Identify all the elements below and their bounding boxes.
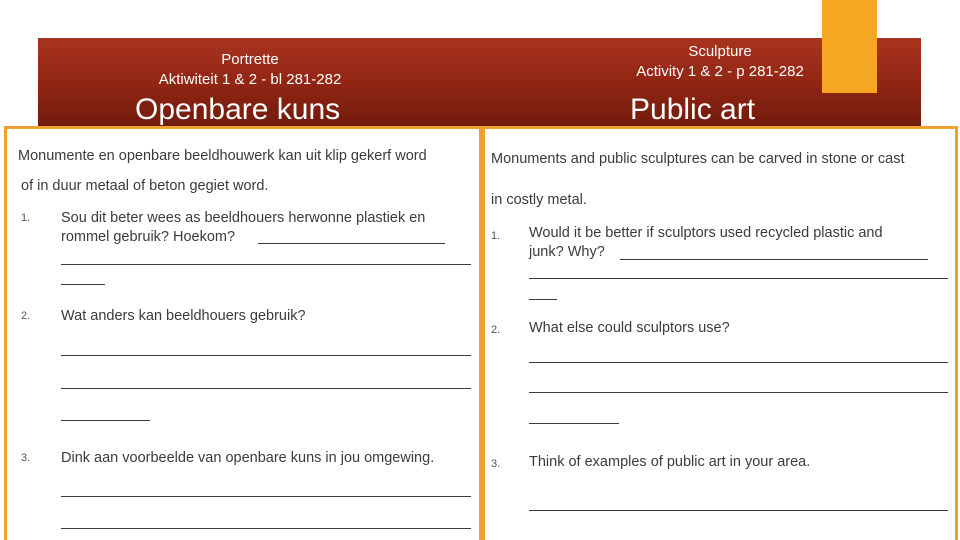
- left-q1-number: 1.: [21, 212, 31, 224]
- right-intro-line1: Monuments and public sculptures can be carved in stone or cast: [491, 151, 905, 167]
- right-q3-answer-blank-1[interactable]: [529, 510, 948, 511]
- right-header-line2: Activity 1 & 2 - p 281-282: [636, 63, 804, 80]
- left-q3-number: 3.: [21, 452, 31, 464]
- right-header: [600, 42, 840, 82]
- left-q2-answer-blank-2[interactable]: [61, 388, 471, 389]
- right-q2-answer-blank-3[interactable]: [529, 423, 619, 424]
- left-header-line1: Portrette: [221, 51, 279, 68]
- left-q2-answer-blank-3[interactable]: [61, 420, 150, 421]
- right-q2-answer-blank-2[interactable]: [529, 392, 948, 393]
- left-q1-line2: rommel gebruik? Hoekom?: [61, 229, 236, 245]
- left-q1-answer-blank-1[interactable]: [258, 243, 445, 244]
- right-q3-number: 3.: [491, 458, 501, 470]
- left-header-line2: Aktiwiteit 1 & 2 - bl 281-282: [158, 71, 342, 88]
- left-q2-answer-blank-1[interactable]: [61, 355, 471, 356]
- right-q2-number: 2.: [491, 324, 501, 336]
- right-q1-answer-blank-2[interactable]: [529, 278, 948, 279]
- left-q3-answer-blank-2[interactable]: [61, 528, 471, 529]
- left-q1-answer-blank-3[interactable]: [61, 284, 105, 285]
- right-title: Public art: [630, 93, 756, 126]
- left-q1-line1: Sou dit beter wees as beeldhouers herwonne plastiek en: [61, 210, 426, 226]
- left-intro-line1: Monumente en openbare beeldhouwerk kan uit klip gekerf word: [18, 148, 427, 164]
- right-q2-answer-blank-1[interactable]: [529, 362, 948, 363]
- right-q1-answer-blank-1[interactable]: [620, 259, 928, 260]
- right-q3-line1: Think of examples of public art in your area.: [529, 454, 811, 470]
- left-title: Openbare kuns: [135, 93, 341, 126]
- left-q2-number: 2.: [21, 310, 31, 322]
- left-q2-line1: Wat anders kan beeldhouers gebruik?: [61, 308, 306, 324]
- left-intro-line2: of in duur metaal of beton gegiet word.: [21, 178, 269, 194]
- left-q3-answer-blank-1[interactable]: [61, 496, 471, 497]
- left-q1-answer-blank-2[interactable]: [61, 264, 471, 265]
- right-header-line1: Sculpture: [688, 43, 752, 60]
- right-q1-line1: Would it be better if sculptors used recycled plastic and: [529, 225, 883, 241]
- right-q1-answer-blank-3[interactable]: [529, 299, 557, 300]
- left-header: [120, 50, 380, 90]
- right-q1-number: 1.: [491, 230, 501, 242]
- left-q3-line1: Dink aan voorbeelde van openbare kuns in jou omgewing.: [61, 450, 435, 466]
- right-q1-line2: junk? Why?: [529, 244, 605, 260]
- right-q2-line1: What else could sculptors use?: [529, 320, 730, 336]
- right-intro-line2: in costly metal.: [491, 192, 587, 208]
